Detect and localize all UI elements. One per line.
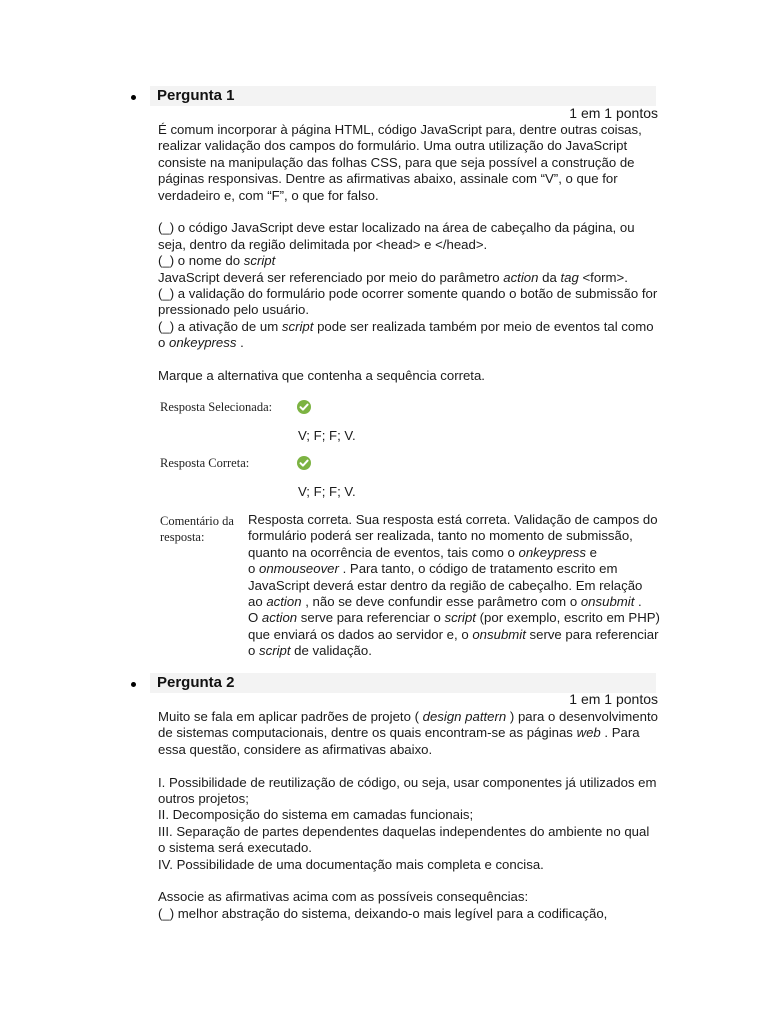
answer-comment: Resposta correta. Sua resposta está correta. Validação de campos do formulário poderá ser realizada, tanto no momento de submissão, quanto na ocorrência de eventos, tais como o onkeypress e o onmouseover . Para tanto, o código de tratamento escrito em JavaScript deverá estar dentro da região de cabeçalho. Em relação ao action , não se deve confundir esse parâmetro com o onsubmit . O action serve para referenciar o script (por exemplo, escrito em PHP) que enviará os dados ao servidor e, o onsubmit serve para referenciar o script de validação. (248, 512, 660, 659)
statement-line: II. Decomposição do sistema em camadas funcionais; (158, 807, 474, 823)
check-icon (297, 456, 311, 470)
association-prompt: Associe as afirmativas acima com as possíveis consequências: (158, 889, 529, 905)
statement-line: III. Separação de partes dependentes daquelas independentes do ambiente no qual (158, 823, 650, 839)
correct-answer-label: Resposta Correta: (160, 456, 250, 470)
statement-line: (_) a validação do formulário pode ocorrer somente quando o botão de submissão for (158, 286, 658, 302)
correct-answer-value: V; F; F; V. (298, 484, 356, 499)
statement-line: (_) a ativação de um script pode ser realizada também por meio de eventos tal como (158, 318, 654, 334)
selected-answer-value: V; F; F; V. (298, 428, 356, 443)
comment-label: Comentário da resposta: (160, 514, 234, 544)
statement-line: (_) o nome do script (158, 253, 276, 269)
statement-line: o sistema será executado. (158, 840, 312, 856)
statement-line: (_) o código JavaScript deve estar localizado na área de cabeçalho da página, ou (158, 220, 635, 236)
intro-line: páginas responsivas. Dentre as afirmativas abaixo, assinale com “V”, o que for (158, 171, 618, 187)
statement-line: seja, dentro da região delimitada por <head> e </head>. (158, 236, 488, 252)
question-title: Pergunta 2 (157, 674, 235, 691)
question-points: 1 em 1 pontos (569, 105, 658, 121)
intro-line: consiste na manipulação das folhas CSS, para que seja possível a construção de (158, 154, 635, 170)
statement-line: o onkeypress . (158, 335, 244, 351)
selected-answer-label: Resposta Selecionada: (160, 400, 273, 414)
question-prompt: Marque a alternativa que contenha a sequência correta. (158, 368, 485, 384)
statement-line: IV. Possibilidade de uma documentação mais completa e concisa. (158, 856, 544, 872)
statement-line: outros projetos; (158, 791, 249, 807)
question-body: Muito se fala em aplicar padrões de projeto ( design pattern ) para o desenvolvimento de sistemas computacionais, dentre os quais encontram-se as páginas web . Para essa questão, considere as afirmativas abaixo. I. Possibilidade de reutilização de código, ou seja, usar componentes já utilizados em outros projetos; II. Decomposição do sistema em camadas funcionais; III. Separação de partes dependentes daquelas independentes do ambiente no qual o sistema será executado. IV. Possibilidade de uma documentação mais completa e concisa. Associe as afirmativas acima com as possíveis consequências: (_) melhor abstração do sistema, deixando-o mais legível para a codificação, (158, 709, 703, 922)
check-icon (297, 400, 311, 414)
bullet-icon (131, 95, 136, 100)
intro-line: realizar validação dos campos do formulário. Uma outra utilização do JavaScript (158, 138, 628, 154)
question-body (158, 122, 703, 384)
consequence-line: (_) melhor abstração do sistema, deixando-o mais legível para a codificação, (158, 905, 608, 921)
question-title: Pergunta 1 (157, 87, 235, 104)
question-points: 1 em 1 pontos (569, 691, 658, 707)
intro-line: É comum incorporar à página HTML, código JavaScript para, dentre outras coisas, (158, 122, 642, 137)
statement-line: JavaScript deverá ser referenciado por meio do parâmetro action da tag <form>. (158, 269, 628, 285)
bullet-icon (131, 682, 136, 687)
intro-line: verdadeiro e, com “F”, o que for falso. (158, 187, 379, 203)
statement-line: pressionado pelo usuário. (158, 302, 310, 318)
statement-line: I. Possibilidade de reutilização de código, ou seja, usar componentes já utilizados em (158, 774, 657, 790)
